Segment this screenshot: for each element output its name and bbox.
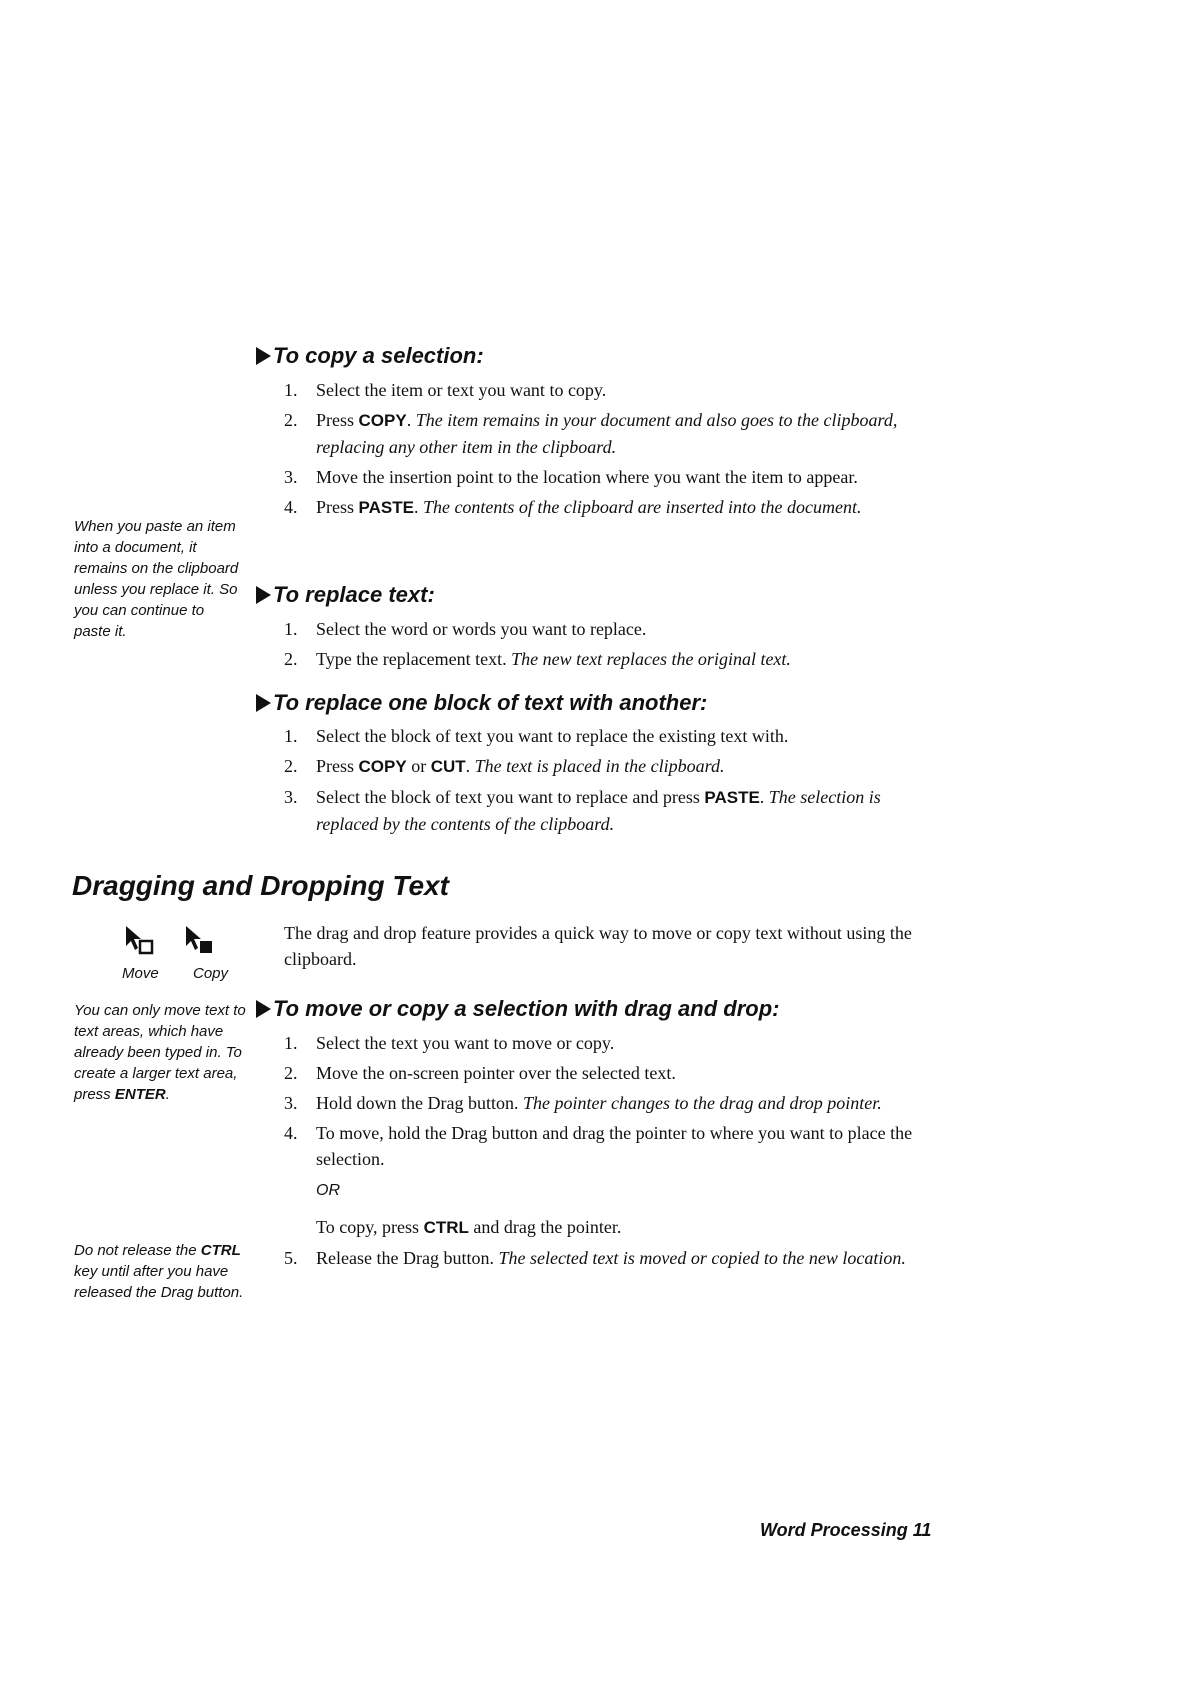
list-item: 3. Hold down the Drag button. The pointer changes to the drag and drop pointer. — [284, 1093, 882, 1113]
copy-steps — [284, 377, 924, 525]
replace-heading: To replace text: — [256, 582, 435, 608]
list-item: OR — [316, 1182, 340, 1199]
arrow-right-icon — [256, 1000, 271, 1018]
arrow-right-icon — [256, 694, 271, 712]
dnd-intro: The drag and drop feature provides a quick way to move or copy text without using the clipboard. — [284, 923, 912, 969]
block-heading: To replace one block of text with another: — [256, 690, 707, 716]
dnd-steps — [284, 1030, 984, 1275]
copy-pointer-icon — [184, 924, 224, 965]
section-title: Dragging and Dropping Text — [72, 870, 449, 901]
list-item: 3. Move the insertion point to the location where you want the item to appear. — [284, 467, 858, 487]
move-pointer-icon — [124, 924, 164, 965]
replace-steps — [284, 616, 924, 676]
list-item: 2. Press COPY or CUT. The text is placed in the clipboard. — [284, 756, 725, 776]
block-steps — [284, 723, 924, 841]
margin-note-text-areas: You can only move text to text areas, which have already been typed in. To create a larger text area, press ENTER. — [74, 1002, 246, 1103]
margin-note-paste: When you paste an item into a document, it remains on the clipboard unless you replace it. So you can continue to paste it. — [74, 518, 239, 640]
arrow-right-icon — [256, 347, 271, 365]
list-item: 1. Select the item or text you want to copy. — [284, 380, 607, 400]
copy-heading: To copy a selection: — [256, 343, 484, 369]
arrow-right-icon — [256, 586, 271, 604]
list-item: 3. Select the block of text you want to replace and press PASTE. The selection is replaced by the contents of the clipboard. — [284, 787, 881, 834]
margin-note-ctrl: Do not release the CTRL key until after you have released the Drag button. — [74, 1242, 244, 1301]
dnd-heading: To move or copy a selection with drag and drop: — [256, 996, 779, 1022]
list-item: 2. Press COPY. The item remains in your document and also goes to the clipboard, replacing any other item in the clipboard. — [284, 410, 898, 457]
move-icon-label: Move — [122, 965, 159, 982]
list-item: 5. Release the Drag button. The selected text is moved or copied to the new location. — [284, 1248, 906, 1268]
list-item: 1. Select the block of text you want to replace the existing text with. — [284, 726, 789, 746]
page-footer: Word Processing 11 — [760, 1520, 932, 1540]
list-item: 1. Select the text you want to move or copy. — [284, 1033, 615, 1053]
list-item: 2. Type the replacement text. The new text replaces the original text. — [284, 649, 791, 669]
list-item: 1. Select the word or words you want to replace. — [284, 619, 647, 639]
list-item: To copy, press CTRL and drag the pointer. — [316, 1217, 622, 1237]
list-item: 4. To move, hold the Drag button and drag the pointer to where you want to place the selection. — [284, 1123, 913, 1169]
list-item: 2. Move the on-screen pointer over the selected text. — [284, 1063, 676, 1083]
list-item: 4. Press PASTE. The contents of the clipboard are inserted into the document. — [284, 497, 862, 517]
copy-icon-label: Copy — [193, 965, 229, 982]
